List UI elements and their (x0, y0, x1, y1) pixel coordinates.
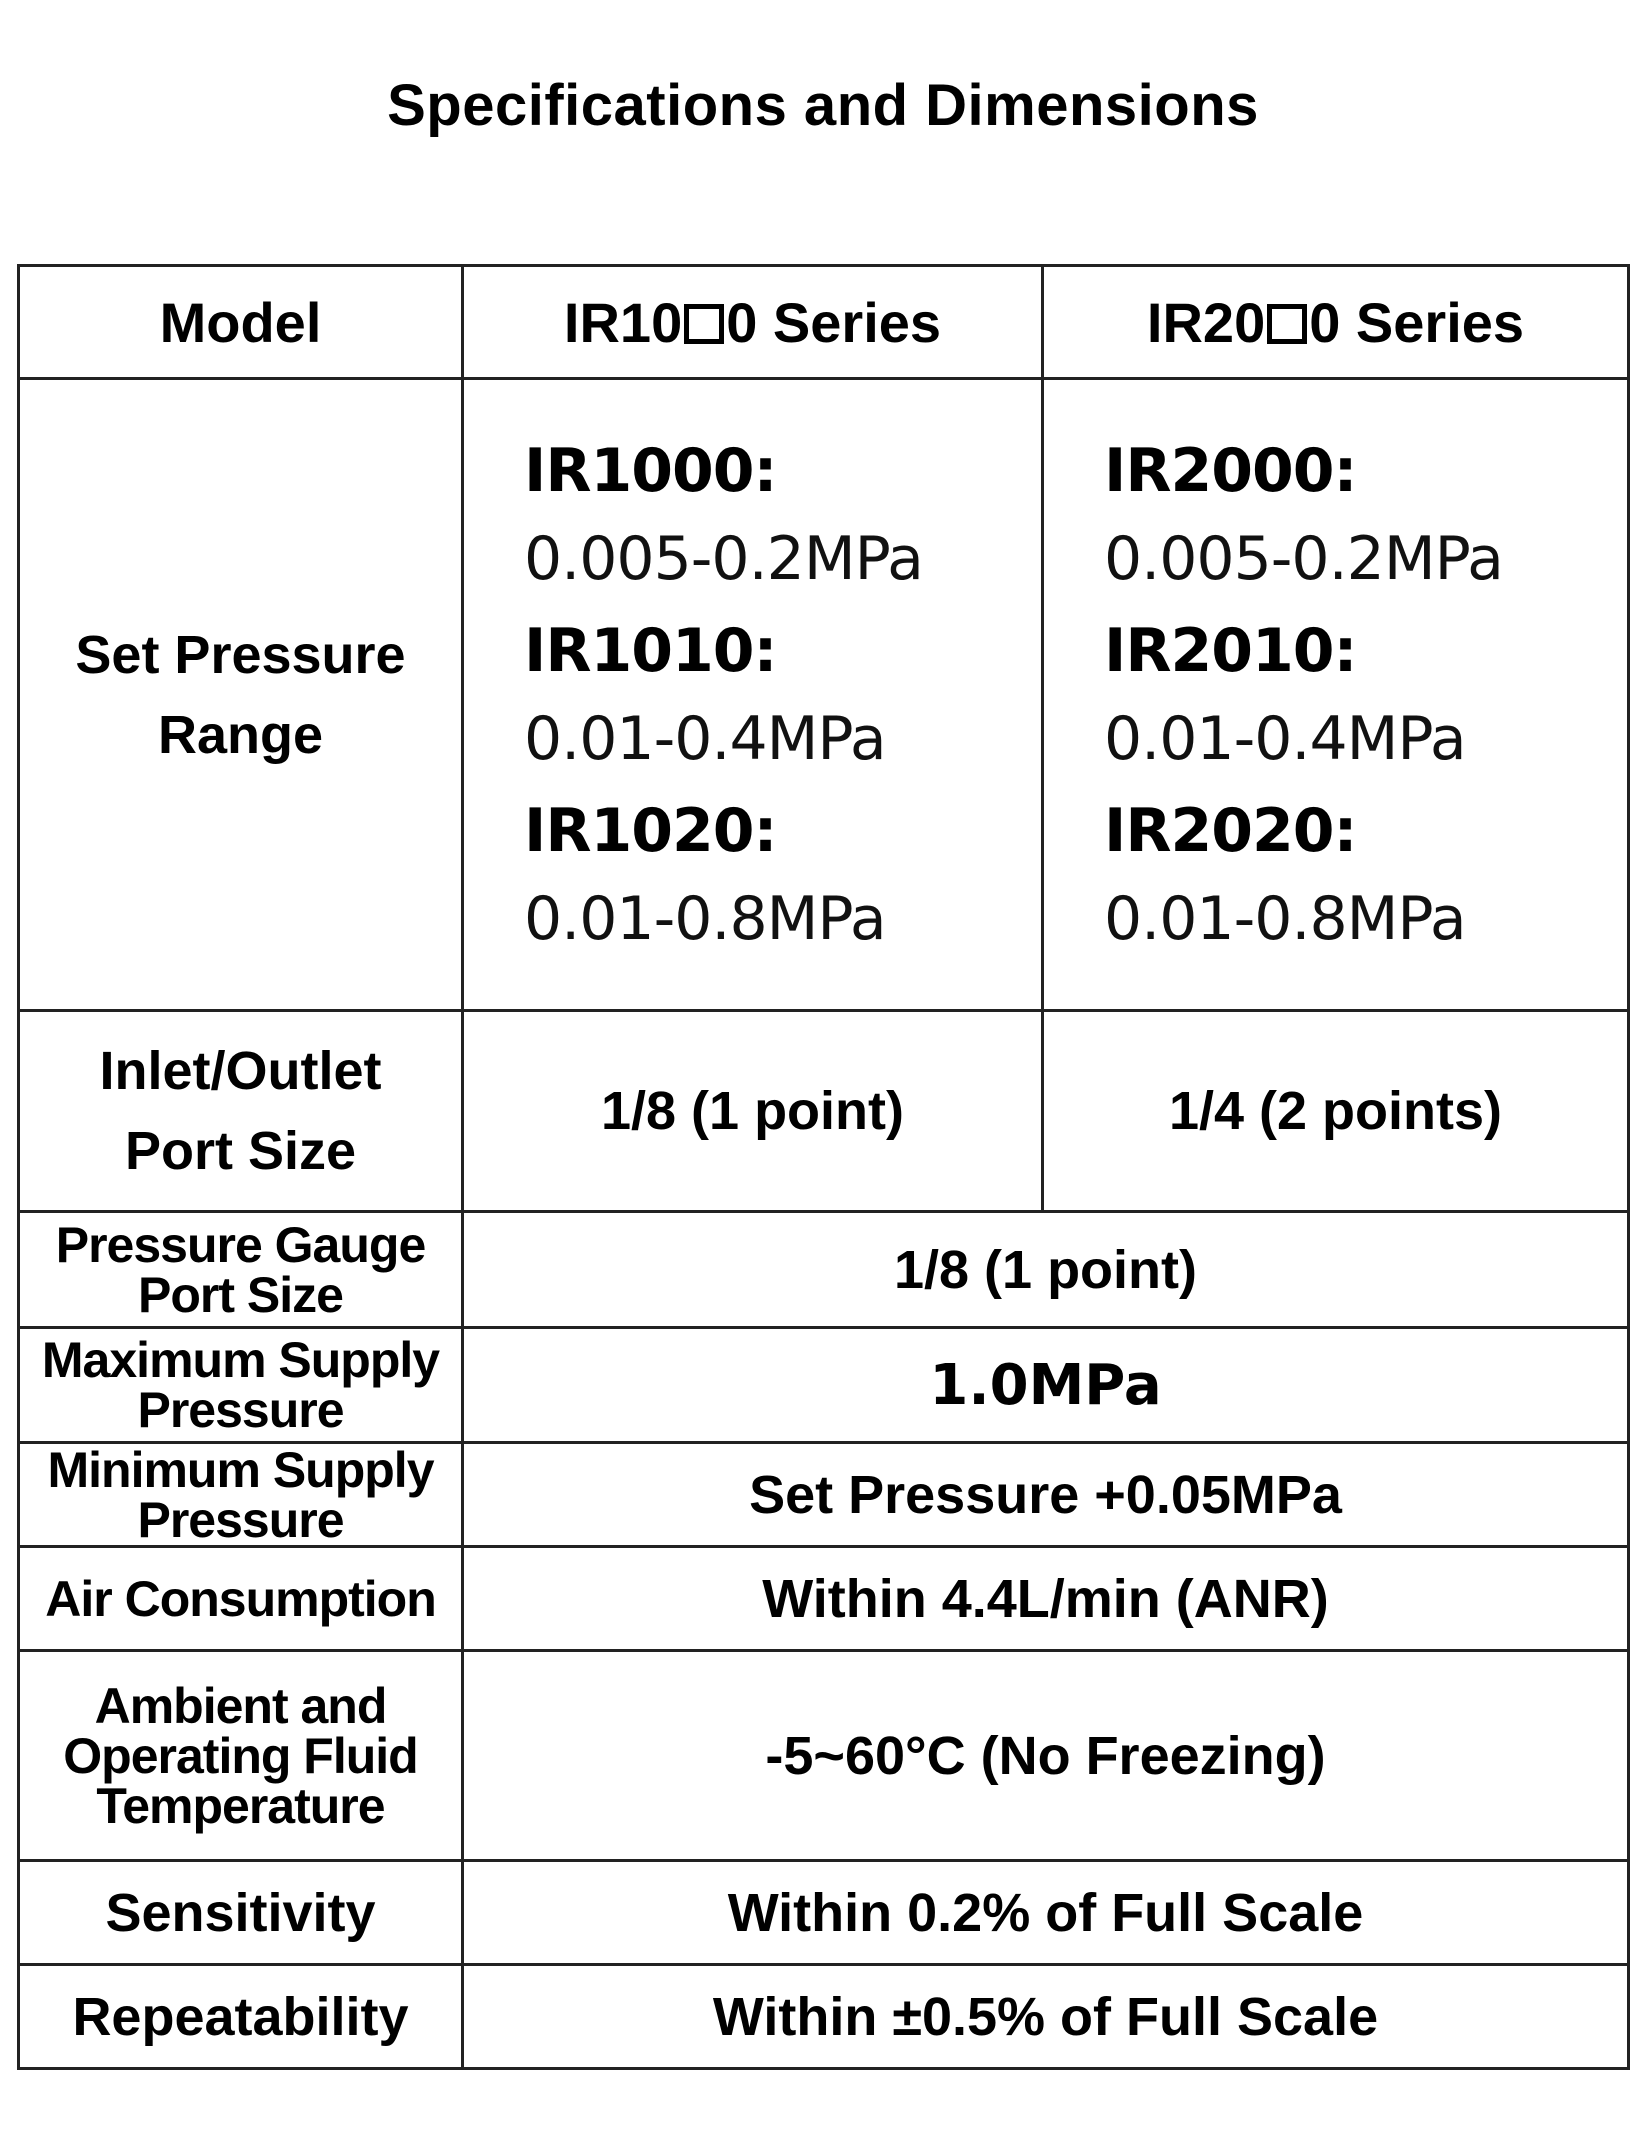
placeholder-box-icon (684, 304, 724, 344)
sensitivity-label: Sensitivity (19, 1861, 463, 1965)
port-size-series-a: 1/8 (1 point) (463, 1011, 1043, 1212)
label-line: Ambient and (94, 1677, 387, 1734)
temperature-value: -5~60°C (No Freezing) (463, 1651, 1629, 1861)
series-b-header (1043, 266, 1629, 379)
series-b-ranges (1043, 379, 1629, 1011)
port-size-series-b: 1/4 (2 points) (1043, 1011, 1629, 1212)
page-title: Specifications and Dimensions (387, 73, 1259, 138)
min-supply-value: Set Pressure +0.05MPa (463, 1443, 1629, 1547)
label-line: Maximum Supply (41, 1332, 440, 1388)
gauge-port-row (19, 1212, 1629, 1328)
label-line: Pressure Gauge (55, 1216, 426, 1273)
range-value: 0.005-0.2MPa (1104, 523, 1503, 594)
min-supply-row (19, 1443, 1629, 1547)
range-value: 0.005-0.2MPa (524, 523, 923, 594)
range-model: IR1020: (524, 795, 777, 866)
range-value: 0.01-0.4MPa (524, 703, 886, 774)
air-consumption-value: Within 4.4L/min (ANR) (463, 1547, 1629, 1651)
range-model: IR1010: (524, 615, 777, 686)
sensitivity-row (19, 1861, 1629, 1965)
label-line: Set Pressure (75, 624, 406, 685)
range-model: IR2020: (1104, 795, 1357, 866)
spec-table (17, 264, 1630, 2070)
range-item (1104, 787, 1627, 963)
label-line: Range (157, 704, 324, 765)
series-a-header (463, 266, 1043, 379)
range-value: 0.01-0.8MPa (1104, 883, 1466, 954)
range-value: 0.01-0.4MPa (1104, 703, 1466, 774)
range-model: IR2000: (1104, 435, 1357, 506)
min-supply-label (19, 1443, 463, 1547)
temperature-label (19, 1651, 463, 1861)
sensitivity-value: Within 0.2% of Full Scale (463, 1861, 1629, 1965)
air-consumption-label: Air Consumption (19, 1547, 463, 1651)
label-line: Inlet/Outlet (99, 1041, 382, 1101)
range-model: IR1000: (524, 435, 777, 506)
label-line: Port Size (124, 1121, 357, 1181)
label-line: Minimum Supply (47, 1441, 434, 1498)
gauge-port-label (19, 1212, 463, 1328)
air-consumption-row (19, 1547, 1629, 1651)
gauge-port-value: 1/8 (1 point) (463, 1212, 1629, 1328)
max-supply-value: 1.0MPa (463, 1328, 1629, 1443)
label-line: Port Size (138, 1266, 343, 1323)
repeatability-value: Within ±0.5% of Full Scale (463, 1965, 1629, 2069)
repeatability-row (19, 1965, 1629, 2069)
set-pressure-row (19, 379, 1629, 1011)
port-size-label (19, 1011, 463, 1212)
label-line: Pressure (137, 1382, 344, 1438)
max-supply-row (19, 1328, 1629, 1443)
series-a-ranges (463, 379, 1043, 1011)
range-item (1104, 427, 1627, 603)
range-value: 0.01-0.8MPa (524, 883, 886, 954)
temperature-row (19, 1651, 1629, 1861)
range-item (1104, 607, 1627, 783)
range-model: IR2010: (1104, 615, 1357, 686)
series-a-prefix: IR10 (563, 290, 683, 354)
label-line: Pressure (137, 1491, 344, 1548)
range-item (524, 607, 1041, 783)
repeatability-label: Repeatability (19, 1965, 463, 2069)
label-line: Temperature (96, 1777, 385, 1834)
range-item (524, 427, 1041, 603)
label-line: Operating Fluid (63, 1727, 418, 1784)
series-a-suffix: 0 Series (726, 290, 942, 354)
model-header: Model (19, 266, 463, 379)
port-size-row (19, 1011, 1629, 1212)
series-b-prefix: IR20 (1146, 290, 1266, 354)
range-item (524, 787, 1041, 963)
placeholder-box-icon (1267, 304, 1307, 344)
header-row (19, 266, 1629, 379)
max-supply-label (19, 1328, 463, 1443)
series-b-suffix: 0 Series (1309, 290, 1525, 354)
set-pressure-label (19, 379, 463, 1011)
